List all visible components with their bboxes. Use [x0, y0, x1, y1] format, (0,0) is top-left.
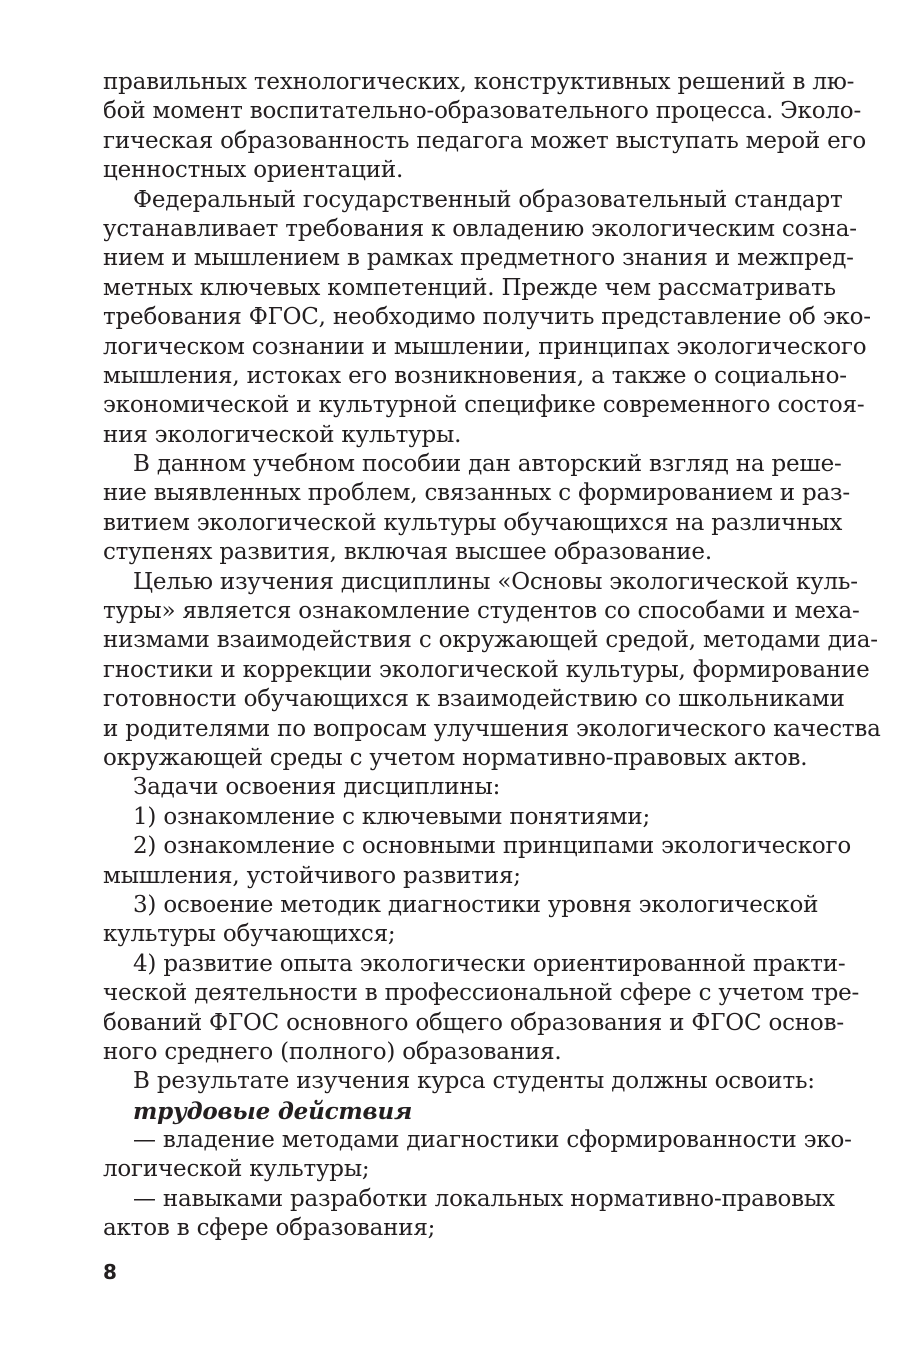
text-line: туры» является ознакомление студентов со способами и меха-	[103, 598, 860, 625]
text-line: ние выявленных проблем, связанных с формированием и раз-	[103, 480, 850, 507]
text-line: витием экологической культуры обучающихся на различных	[103, 509, 843, 536]
text-line: бований ФГОС основного общего образования и ФГОС основ-	[103, 1009, 844, 1036]
text-line: низмами взаимодействия с окружающей средой, методами диа-	[103, 627, 878, 654]
text-line: мышления, истоках его возникновения, а также о социально-	[103, 362, 847, 389]
text-line: устанавливает требования к овладению экологическим созна-	[103, 215, 857, 242]
text-line: Задачи освоения дисциплины:	[133, 774, 501, 801]
text-line: и родителями по вопросам улучшения экологического качества	[103, 715, 881, 742]
list-item: 2) ознакомление с основными принципами экологического	[133, 833, 852, 860]
text-line: ческой деятельности в профессиональной сфере с учетом тре-	[103, 980, 860, 1007]
text-line: мышления, устойчивого развития;	[103, 862, 521, 889]
list-item: — владение методами диагностики сформированности эко-	[133, 1127, 852, 1154]
text-line: логическом сознании и мышлении, принципах экологического	[103, 333, 867, 360]
text-line: экономической и культурной специфике современного состоя-	[103, 392, 865, 419]
page-body	[103, 68, 881, 1244]
text-line: ния экологической культуры.	[103, 421, 462, 448]
text-line: актов в сфере образования;	[103, 1215, 436, 1242]
text-line: нием и мышлением в рамках предметного знания и межпред-	[103, 245, 854, 272]
text-line: требования ФГОС, необходимо получить представление об эко-	[103, 304, 871, 331]
list-item: 1) ознакомление с ключевыми понятиями;	[133, 803, 651, 830]
text-line: метных ключевых компетенций. Прежде чем рассматривать	[103, 274, 836, 301]
list-item: — навыками разработки локальных нормативно-правовых	[133, 1185, 835, 1212]
text-line: В результате изучения курса студенты должны освоить:	[133, 1068, 815, 1095]
text-line: культуры обучающихся;	[103, 921, 396, 948]
text-line: логической культуры;	[103, 1156, 370, 1183]
text-line: Федеральный государственный образовательный стандарт	[133, 186, 843, 213]
text-line: Целью изучения дисциплины «Основы экологической куль-	[133, 568, 858, 595]
text-line: ступенях развития, включая высшее образование.	[103, 539, 712, 566]
list-item: 4) развитие опыта экологически ориентированной практи-	[133, 950, 846, 977]
text-line: правильных технологических, конструктивных решений в лю-	[103, 69, 855, 95]
text-line: готовности обучающихся к взаимодействию со школьниками	[103, 686, 845, 713]
text-line: ного среднего (полного) образования.	[103, 1038, 562, 1065]
page-number: 8	[103, 1260, 117, 1284]
text-line: окружающей среды с учетом нормативно-правовых актов.	[103, 744, 808, 771]
list-item: 3) освоение методик диагностики уровня экологической	[133, 891, 819, 918]
text-line: ценностных ориентаций.	[103, 157, 404, 184]
section-subheading: трудовые действия	[133, 1097, 413, 1125]
text-line: гическая образованность педагога может выступать мерой его	[103, 127, 867, 154]
text-line: В данном учебном пособии дан авторский взгляд на реше-	[133, 451, 842, 478]
text-line: гностики и коррекции экологической культуры, формирование	[103, 656, 870, 683]
text-line: бой момент воспитательно-образовательного процесса. Эколо-	[103, 98, 862, 125]
